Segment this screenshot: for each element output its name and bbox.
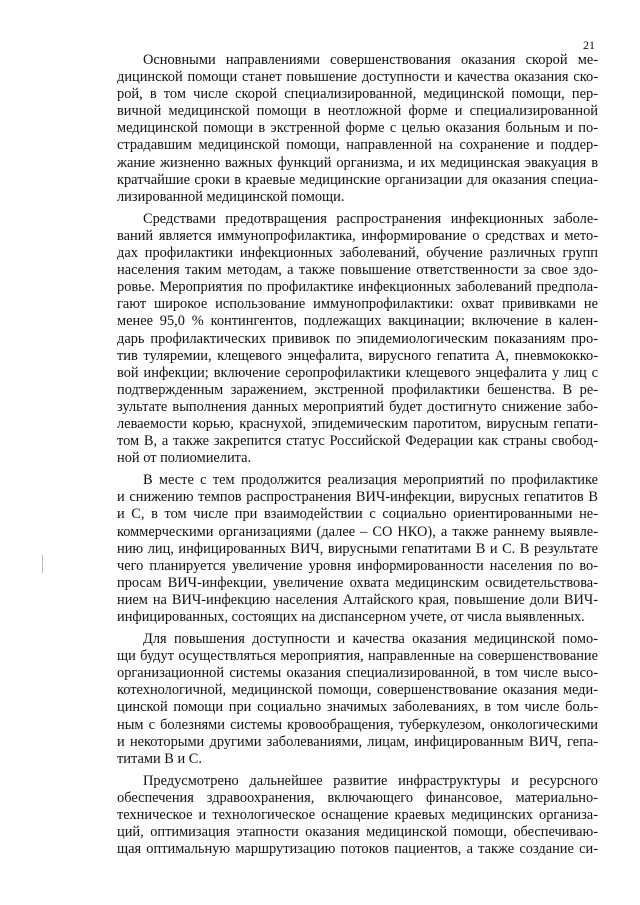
text-line: титами В и С. — [117, 750, 202, 767]
text-line: Средствами предотвращения распространения инфекционных заболе- — [143, 210, 598, 227]
paragraph — [117, 773, 598, 858]
text-line: вичной медицинской помощи в неотложной форме и специализированной — [117, 103, 598, 120]
text-line: коммерческими организациями (далее – СО НКО), а также раннему выявле- — [117, 523, 598, 540]
document-body — [117, 52, 598, 863]
paragraph — [117, 52, 598, 206]
text-line: Предусмотрено дальнейшее развитие инфраструктуры и ресурсного — [143, 772, 598, 789]
paragraph — [117, 472, 598, 626]
text-line: ным с болезнями системы кровообращения, туберкулезом, онкологическими — [117, 716, 598, 733]
text-line: кратчайшие сроки в краевые медицинские организации для оказания специа- — [117, 171, 598, 188]
text-line: ций, оптимизация этапности оказания медицинской помощи, обеспечиваю- — [117, 824, 598, 841]
text-line: цинской помощи при социально значимых заболеваниях, в том числе боль- — [117, 699, 598, 716]
text-line: вой инфекции; включение серопрофилактики клещевого энцефалита у лиц с — [117, 364, 598, 381]
text-line: ной от полиомиелита. — [117, 450, 252, 467]
text-line: и некоторыми другими заболеваниями, лицам, инфицированным ВИЧ, гепа- — [117, 733, 598, 750]
text-line: организационной системы оказания специализированной, в том числе высо- — [117, 665, 598, 682]
text-line: просам ВИЧ-инфекции, увеличение охвата медицинским освидетельствова- — [117, 574, 598, 591]
text-line: инфицированных, состоящих на диспансерном учете, от числа выявленных. — [117, 609, 585, 625]
text-line: медицинской помощи в экстренной форме с целью оказания больным и по- — [117, 120, 598, 137]
text-line: чего планируется увеличение уровня информированности населения по во- — [117, 557, 598, 574]
paragraph — [117, 211, 598, 467]
page-number: 21 — [583, 38, 595, 52]
text-line: менее 95,0 % контингентов, подлежащих вакцинации; включение в кален- — [117, 313, 598, 330]
text-line: и С, в том числе при взаимодействии с социально ориентированными не- — [117, 506, 598, 523]
text-line: тив туляремии, клещевого энцефалита, вирусного гепатита А, пневмококко- — [117, 347, 598, 364]
text-line: нию лиц, инфицированных ВИЧ, вирусными гепатитами В и С. В результате — [117, 540, 598, 557]
text-line: Основными направлениями совершенствования оказания скорой ме- — [143, 52, 598, 68]
text-line: жание жизненно важных функций организма, и их медицинская эвакуация в — [117, 154, 598, 171]
text-line: техническое и технологическое оснащение краевых медицинских организа- — [117, 807, 598, 824]
text-line: дицинской помощи станет повышение доступности и качества оказания ско- — [117, 69, 598, 86]
text-line: обеспечения здравоохранения, включающего финансовое, материально- — [117, 789, 598, 806]
text-line: Для повышения доступности и качества оказания медицинской помо- — [143, 631, 598, 648]
text-line: котехнологичной, медицинской помощи, совершенствование оказания меди- — [117, 682, 598, 699]
text-line: лизированной медицинской помощи. — [117, 188, 345, 205]
text-line: подтвержденным заражением, экстренной профилактики бешенства. В ре- — [117, 381, 598, 398]
text-line: населения таким методам, а также повышение ответственности за свое здо- — [117, 262, 598, 279]
paragraph — [117, 631, 598, 768]
text-line: ваний является иммунопрофилактика, информирование о средствах и мето- — [117, 227, 598, 244]
text-line: щая оптимальную маршрутизацию потоков пациентов, а также создание си- — [117, 841, 598, 858]
text-line: дарь профилактических прививок по эпидемиологическим показаниям про- — [117, 330, 598, 347]
text-line: и снижению темпов распространения ВИЧ-инфекции, вирусных гепатитов В — [117, 489, 598, 506]
text-line: зультате выполнения данных мероприятий будет достигнуто снижение забо- — [117, 398, 598, 415]
text-line: гают широкое использование иммунопрофилактики: охват прививками не — [117, 296, 598, 313]
text-line: щи будут осуществляться мероприятия, направленные на совершенствование — [117, 648, 598, 665]
text-line: леваемости корью, краснухой, эпидемическим паротитом, вирусным гепати- — [117, 415, 598, 432]
text-line: рой, в том числе скорой специализированной, медицинской помощи, пер- — [117, 86, 598, 103]
text-line: страдавшим медицинской помощи, направленной на сохранение и поддер- — [117, 137, 598, 154]
text-line: дах профилактики инфекционных заболеваний, обучение различных групп — [117, 245, 598, 262]
margin-mark — [42, 555, 43, 573]
text-line: том В, а также закрепится статус Российской Федерации как страны свобод- — [117, 433, 598, 450]
text-line: В месте с тем продолжится реализация мероприятий по профилактике — [143, 472, 598, 489]
text-line: нием на ВИЧ-инфекцию населения Алтайского края, повышение доли ВИЧ- — [117, 591, 598, 608]
text-line: ровье. Мероприятия по профилактике инфекционных заболеваний предпола- — [117, 279, 598, 296]
